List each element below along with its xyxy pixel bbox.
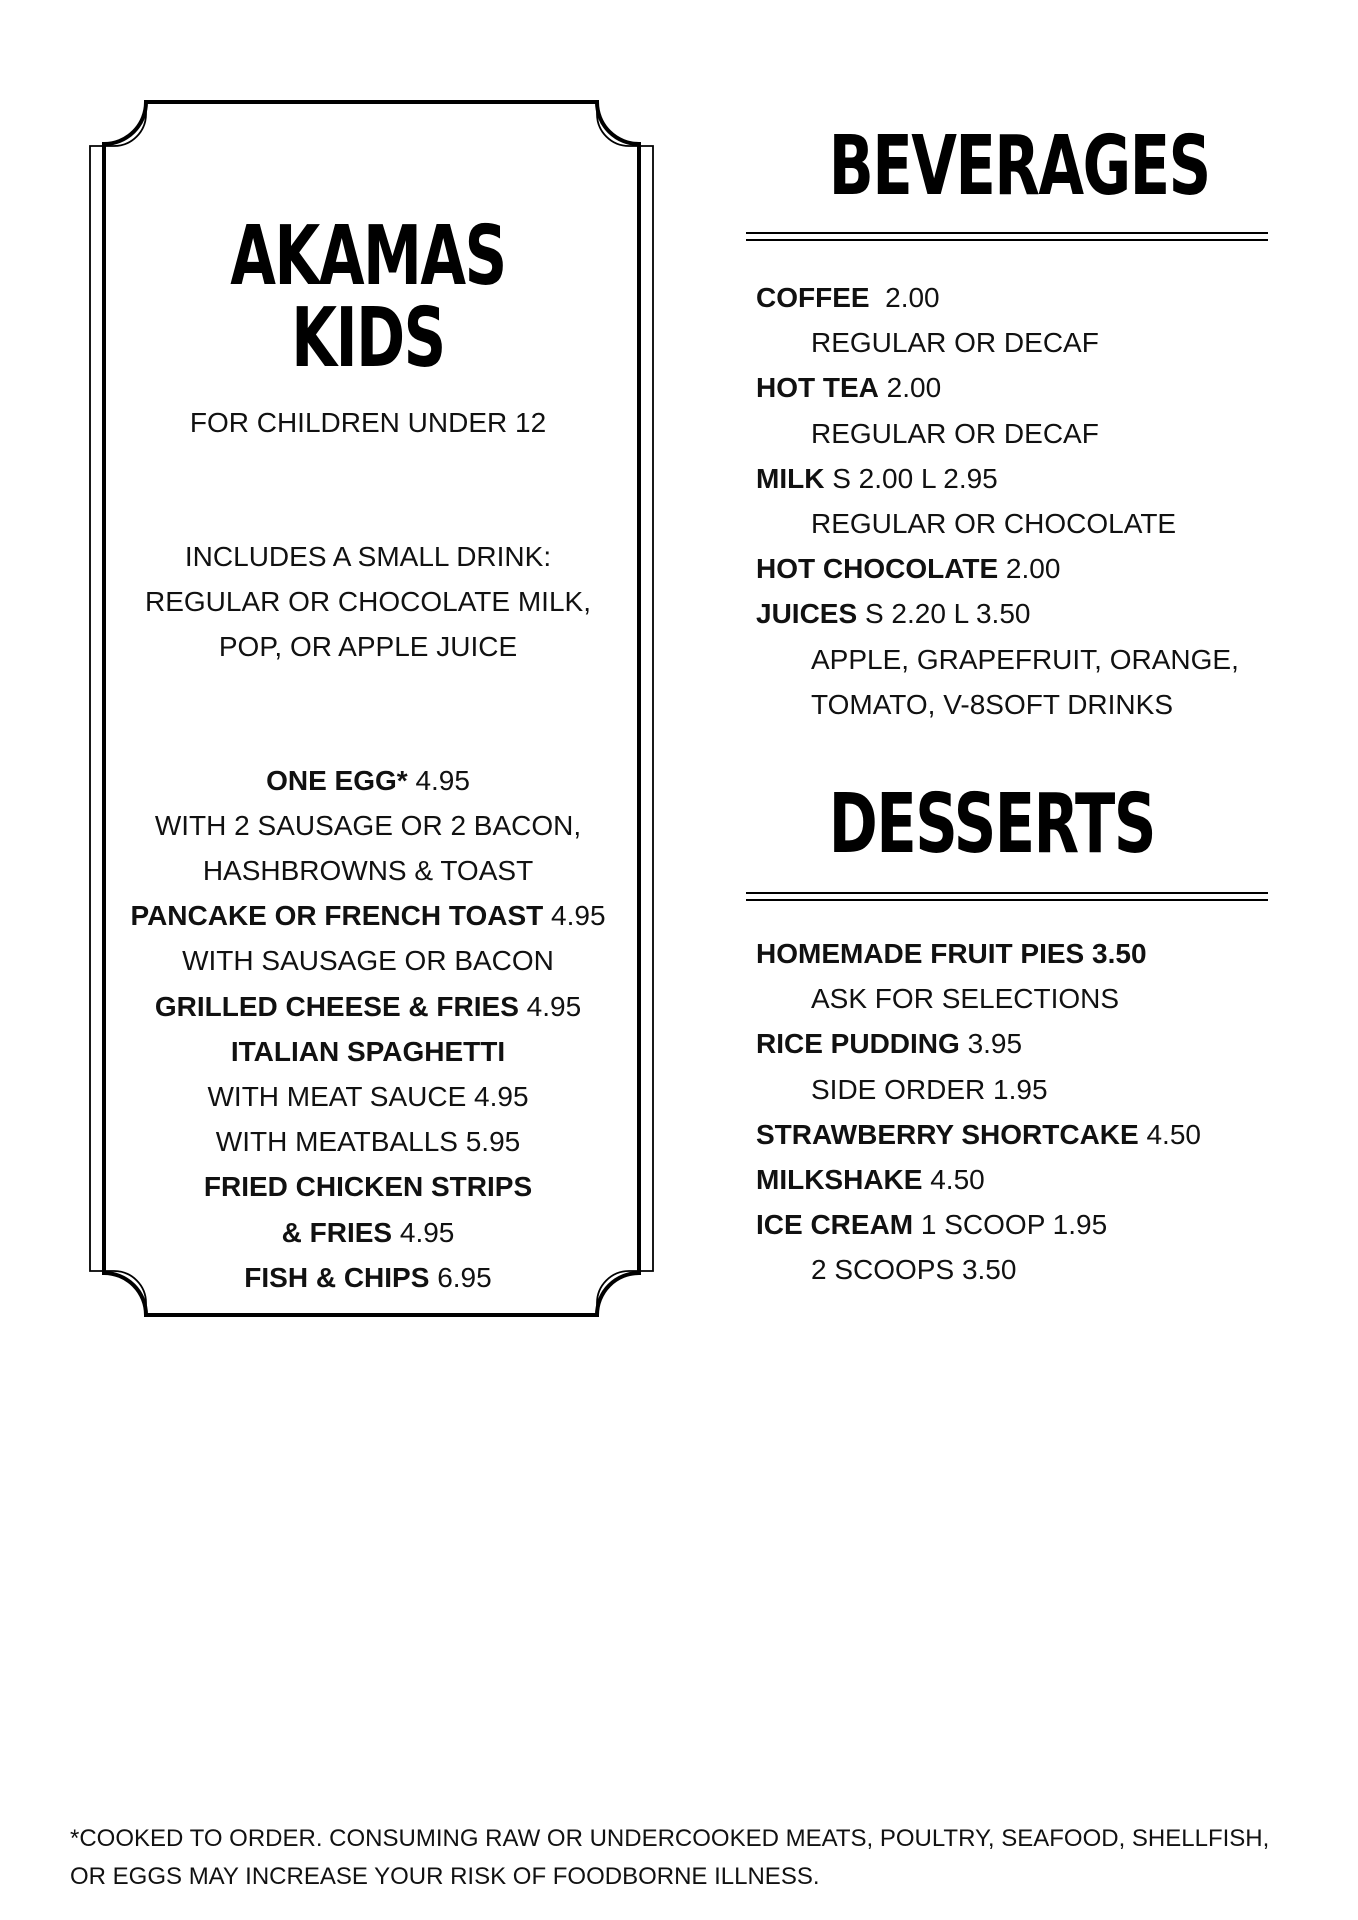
kids-menu-title: AKAMAS KIDS: [230, 209, 506, 386]
item-name: MILKSHAKE: [756, 1164, 923, 1196]
desserts-divider: [746, 892, 1268, 901]
item-price: 4.50: [930, 1164, 985, 1196]
kids-drink-note: [98, 534, 638, 670]
beverages-heading: [756, 119, 1276, 214]
item-price: 1 SCOOP 1.95: [920, 1209, 1108, 1241]
item-price: 4.95: [399, 1216, 455, 1248]
kids-menu-subtitle: FOR CHILDREN UNDER 12: [189, 407, 547, 438]
item-name: COFFEE: [756, 282, 870, 313]
item-price: 2.00: [1005, 553, 1061, 585]
beverages-title: BEVERAGES: [828, 119, 1210, 214]
beverage-note: REGULAR OR CHOCOLATE: [811, 508, 1177, 540]
item-name: JUICES: [756, 598, 858, 630]
item-price: 6.95: [437, 1261, 492, 1293]
allergy-footnote: [70, 1820, 1300, 1896]
item-price: 2.00: [885, 282, 940, 313]
dessert-note: SIDE ORDER 1.95: [811, 1073, 1048, 1105]
item-name: HOT TEA: [756, 372, 879, 404]
dessert-item: [756, 1157, 1276, 1202]
kids-drink-note-line: REGULAR OR CHOCOLATE MILK,: [144, 586, 591, 618]
item-price: 2.00: [886, 372, 942, 404]
item-name: MILK: [756, 462, 825, 494]
kids-item: [98, 1255, 638, 1300]
kids-item: [98, 1210, 638, 1255]
item-name: PANCAKE OR FRENCH TOAST: [130, 900, 544, 932]
dessert-item: [756, 931, 1276, 976]
dessert-note: ASK FOR SELECTIONS: [811, 983, 1120, 1015]
kids-item: [98, 893, 638, 938]
kids-item-note: WITH SAUSAGE OR BACON: [182, 945, 554, 977]
dessert-item: [756, 1021, 1276, 1066]
item-name: RICE PUDDING: [756, 1028, 960, 1060]
item-name: FISH & CHIPS: [244, 1261, 430, 1293]
item-name: ICE CREAM: [756, 1209, 914, 1241]
footnote-line: OR EGGS MAY INCREASE YOUR RISK OF FOODBORNE ILLNESS.: [70, 1863, 820, 1890]
kids-menu: [98, 209, 638, 1300]
beverage-note: TOMATO, V-8SOFT DRINKS: [811, 688, 1173, 720]
beverages-divider: [746, 232, 1268, 241]
item-price: 4.50: [1146, 1118, 1201, 1150]
beverage-item: [756, 591, 1276, 636]
beverage-item: [756, 456, 1276, 501]
item-price: 4.95: [526, 990, 582, 1022]
kids-item-note: HASHBROWNS & TOAST: [202, 855, 534, 887]
kids-item: [98, 1029, 638, 1074]
kids-item: [98, 1164, 638, 1209]
kids-item-note: WITH 2 SAUSAGE OR 2 BACON,: [154, 809, 582, 841]
beverage-item: [756, 365, 1276, 410]
item-name: FRIED CHICKEN STRIPS: [203, 1171, 533, 1203]
dessert-item: [756, 1202, 1276, 1247]
beverage-note: REGULAR OR DECAF: [811, 327, 1099, 359]
beverages-list: [756, 275, 1276, 727]
item-name: & FRIES: [281, 1216, 393, 1248]
kids-item-note: WITH MEATBALLS 5.95: [215, 1126, 521, 1158]
kids-item-list: [98, 758, 638, 1300]
desserts-list: [756, 931, 1276, 1293]
beverage-item: [756, 546, 1276, 591]
dessert-note: 2 SCOOPS 3.50: [811, 1254, 1017, 1286]
item-price: S 2.00 L 2.95: [832, 462, 998, 494]
item-name: GRILLED CHEESE & FRIES: [154, 990, 519, 1022]
kids-item: [98, 758, 638, 803]
item-name: HOT CHOCOLATE: [756, 553, 999, 585]
kids-item: [98, 984, 638, 1029]
footnote-line: *COOKED TO ORDER. CONSUMING RAW OR UNDERCOOKED MEATS, POULTRY, SEAFOOD, SHELLFISH,: [70, 1825, 1270, 1852]
item-name: ITALIAN SPAGHETTI: [230, 1035, 506, 1067]
item-price: 4.95: [551, 900, 606, 932]
item-price: S 2.20 L 3.50: [864, 598, 1031, 630]
item-price: 3.95: [967, 1028, 1023, 1060]
item-name: ONE EGG*: [266, 764, 408, 796]
beverage-item: [756, 275, 1276, 320]
desserts-heading: [756, 777, 1276, 872]
desserts-title: DESSERTS: [828, 777, 1155, 872]
dessert-item: [756, 1112, 1276, 1157]
kids-drink-note-line: POP, OR APPLE JUICE: [218, 631, 518, 663]
item-name: STRAWBERRY SHORTCAKE: [756, 1118, 1139, 1150]
beverage-note: REGULAR OR DECAF: [811, 417, 1099, 449]
kids-drink-note-line: INCLUDES A SMALL DRINK:: [184, 541, 552, 572]
kids-item-note: WITH MEAT SAUCE 4.95: [207, 1081, 529, 1113]
beverage-note: APPLE, GRAPEFRUIT, ORANGE,: [811, 643, 1239, 675]
item-name: HOMEMADE FRUIT PIES 3.50: [756, 938, 1147, 969]
item-price: 4.95: [415, 764, 470, 796]
